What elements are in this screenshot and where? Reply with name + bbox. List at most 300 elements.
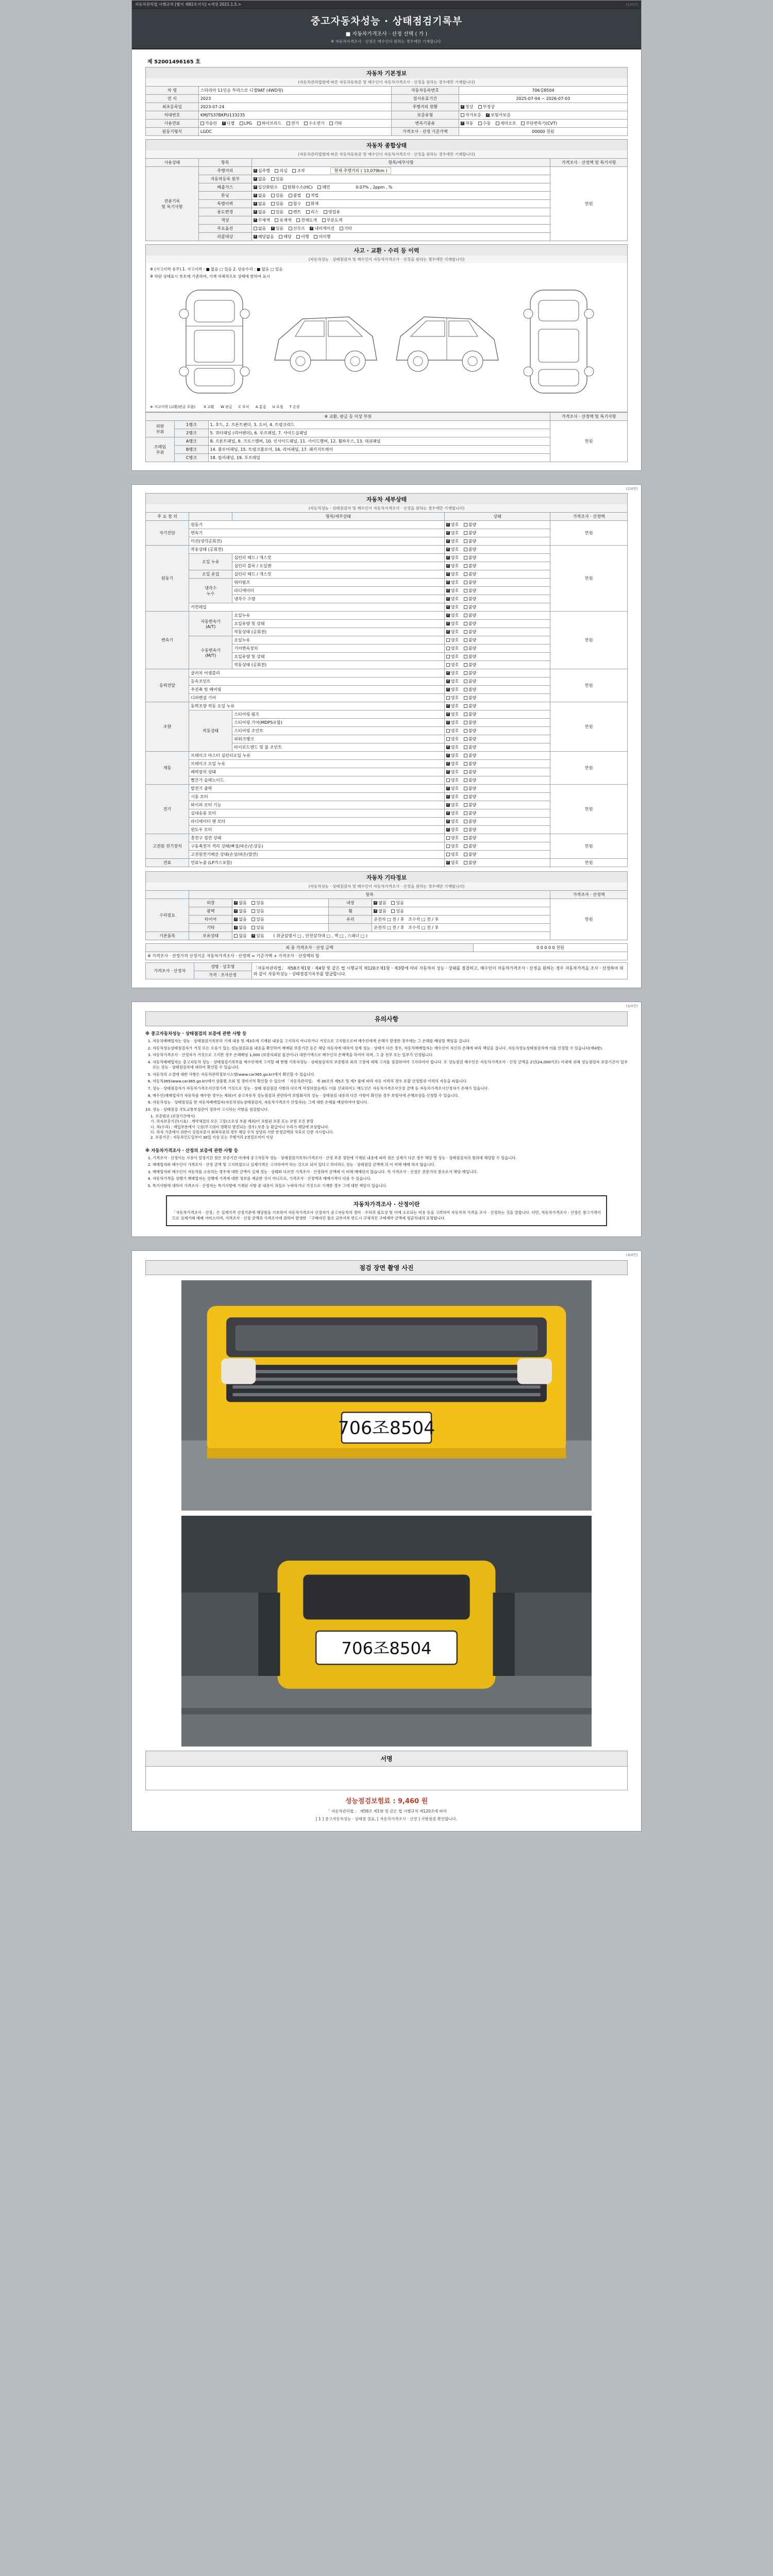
- checkbox-icon[interactable]: [446, 778, 450, 782]
- checkbox-icon[interactable]: [314, 235, 317, 239]
- checkbox-icon[interactable]: [446, 696, 450, 700]
- option-none[interactable]: ✓ 없음: [234, 917, 246, 922]
- option-good[interactable]: ✓ 양호: [446, 860, 459, 866]
- option-bad[interactable]: 불량: [464, 547, 476, 552]
- checkbox-icon[interactable]: [464, 539, 467, 543]
- option-bad[interactable]: 불량: [464, 555, 476, 561]
- option-bad[interactable]: 불량: [464, 703, 476, 709]
- option-bad[interactable]: 불량: [464, 777, 476, 783]
- option-good[interactable]: ✓ 양호: [446, 588, 459, 594]
- checkbox-icon[interactable]: [446, 605, 450, 609]
- checkbox-icon[interactable]: [464, 745, 467, 749]
- option-lease[interactable]: 리스: [306, 209, 318, 215]
- checkbox-icon[interactable]: [275, 218, 278, 222]
- checkbox-icon[interactable]: [464, 605, 467, 609]
- option-good[interactable]: ✓ 양호: [446, 802, 459, 808]
- checkbox-icon[interactable]: [464, 572, 467, 576]
- option-done[interactable]: 이행: [296, 234, 309, 240]
- option-commercial[interactable]: 영업용: [324, 209, 340, 215]
- checkbox-icon[interactable]: [391, 909, 395, 913]
- checkbox-icon[interactable]: [521, 122, 525, 125]
- option-exists[interactable]: 있음: [251, 908, 264, 914]
- checkbox-icon[interactable]: [446, 655, 450, 658]
- checkbox-icon[interactable]: [478, 105, 482, 109]
- checkbox-icon[interactable]: [464, 680, 467, 683]
- checkbox-icon[interactable]: [446, 663, 450, 667]
- option-good[interactable]: ✓ 양호: [446, 522, 459, 528]
- option-bad[interactable]: 불량: [464, 571, 476, 577]
- option-exists[interactable]: 있음: [271, 201, 283, 207]
- checkbox-icon[interactable]: [251, 901, 255, 905]
- option-navigation[interactable]: ✓ 내비게이션: [310, 226, 334, 231]
- checkbox-icon[interactable]: [446, 704, 450, 708]
- checkbox-icon[interactable]: [464, 564, 467, 568]
- option-bad[interactable]: 불량: [464, 654, 476, 659]
- option-rent[interactable]: 렌트: [289, 209, 301, 215]
- option-good[interactable]: ✓ 양호: [446, 687, 459, 692]
- option-bad[interactable]: 불량: [464, 679, 476, 684]
- checkbox-icon[interactable]: [446, 737, 450, 741]
- checkbox-icon[interactable]: [296, 235, 300, 239]
- checkbox-icon[interactable]: [310, 227, 313, 230]
- option-bad[interactable]: 불량: [464, 621, 476, 626]
- checkbox-icon[interactable]: [446, 647, 450, 650]
- checkbox-icon[interactable]: [446, 597, 450, 601]
- checkbox-icon[interactable]: [446, 671, 450, 675]
- checkbox-icon[interactable]: [461, 122, 464, 125]
- checkbox-icon[interactable]: [446, 795, 450, 799]
- checkbox-icon[interactable]: [234, 934, 238, 938]
- option-illegal[interactable]: 불법: [289, 193, 301, 198]
- option-good[interactable]: 양호: [446, 728, 459, 734]
- checkbox-icon[interactable]: [446, 589, 450, 592]
- checkbox-icon[interactable]: [289, 210, 292, 214]
- option-good[interactable]: ✓ 양호: [446, 703, 459, 709]
- checkbox-icon[interactable]: [446, 729, 450, 733]
- checkbox-icon[interactable]: [254, 177, 257, 181]
- checkbox-icon[interactable]: [446, 721, 450, 724]
- option-bad[interactable]: 불량: [464, 588, 476, 594]
- checkbox-icon[interactable]: [234, 901, 238, 905]
- option-none[interactable]: ✓ 없음: [254, 209, 266, 215]
- option-good[interactable]: 양호: [446, 843, 459, 849]
- option-good[interactable]: ✓ 양호: [446, 670, 459, 676]
- option-other-fuel[interactable]: 기타: [329, 121, 342, 126]
- option-exists[interactable]: 있음: [391, 900, 404, 906]
- checkbox-icon[interactable]: [271, 202, 275, 206]
- option-bad[interactable]: 불량: [464, 613, 476, 618]
- option-good[interactable]: 양호: [446, 736, 459, 742]
- option-bad[interactable]: 불량: [464, 522, 476, 528]
- option-bad[interactable]: 불량: [464, 728, 476, 734]
- option-bad[interactable]: 불량: [464, 596, 476, 602]
- option-bad[interactable]: 불량: [464, 637, 476, 643]
- checkbox-icon[interactable]: [464, 737, 467, 741]
- checkbox-icon[interactable]: [271, 210, 275, 214]
- option-good[interactable]: ✓ 양호: [446, 794, 459, 800]
- checkbox-icon[interactable]: [329, 122, 333, 125]
- checkbox-icon[interactable]: [446, 638, 450, 642]
- checkbox-icon[interactable]: [251, 918, 255, 921]
- checkbox-icon[interactable]: [306, 210, 310, 214]
- option-chromatic[interactable]: 유채색: [275, 217, 291, 223]
- option-good[interactable]: ✓ 양호: [446, 629, 459, 635]
- item-label: 스티어링 펌프: [232, 710, 444, 719]
- option-self-warranty[interactable]: 자가보증: [461, 112, 481, 118]
- checkbox-icon[interactable]: [446, 680, 450, 683]
- option-exists[interactable]: 있음: [271, 193, 283, 198]
- option-bad[interactable]: 불량: [464, 563, 476, 569]
- checkbox-icon[interactable]: [446, 713, 450, 716]
- option-lpg[interactable]: LPG: [240, 121, 252, 126]
- option-exists[interactable]: ✓ 있음: [271, 226, 283, 231]
- checkbox-icon[interactable]: [464, 861, 467, 865]
- option-none[interactable]: ✓ 없음: [234, 908, 246, 914]
- checkbox-icon[interactable]: [222, 122, 226, 125]
- checkbox-icon[interactable]: [292, 169, 296, 173]
- option-good[interactable]: ✓ 양호: [446, 827, 459, 833]
- checkbox-icon[interactable]: [289, 202, 292, 206]
- checkbox-icon[interactable]: [464, 597, 467, 601]
- option-normal[interactable]: ✓ 정상: [461, 104, 473, 110]
- option-none[interactable]: 없음: [254, 226, 266, 231]
- checkbox-icon[interactable]: [464, 853, 467, 856]
- status-cell: [444, 636, 550, 645]
- checkbox-icon[interactable]: [304, 122, 308, 125]
- option-not-done[interactable]: 미이행: [314, 234, 330, 240]
- checkbox-icon[interactable]: [446, 614, 450, 617]
- checkbox-icon[interactable]: [464, 556, 467, 560]
- option-bad[interactable]: 불량: [464, 860, 476, 866]
- option-good[interactable]: ✓ 양호: [446, 555, 459, 561]
- option-automatic[interactable]: ✓ 자동: [461, 121, 473, 126]
- option-flood[interactable]: 침수: [289, 201, 301, 207]
- checkbox-icon[interactable]: [464, 663, 467, 667]
- option-not-applicable[interactable]: ✓ 해당없음: [254, 234, 274, 240]
- checkbox-icon[interactable]: [446, 548, 450, 551]
- option-bad[interactable]: 불량: [464, 769, 476, 775]
- checkbox-icon[interactable]: [374, 901, 377, 905]
- option-none[interactable]: ✓ 없음: [254, 176, 266, 182]
- checkbox-icon[interactable]: [464, 778, 467, 782]
- checkbox-icon[interactable]: [464, 696, 467, 700]
- checkbox-icon[interactable]: [306, 202, 310, 206]
- checkbox-icon[interactable]: [464, 671, 467, 675]
- option-good[interactable]: ✓ 양호: [446, 530, 459, 536]
- checkbox-icon[interactable]: [446, 556, 450, 560]
- checkbox-icon[interactable]: [254, 202, 257, 206]
- option-full-repaint[interactable]: 전체도색: [296, 217, 317, 223]
- option-exists[interactable]: 있음: [271, 176, 283, 182]
- checkbox-icon[interactable]: [461, 105, 464, 109]
- option-diesel[interactable]: ✓ 디젤: [222, 121, 234, 126]
- checkbox-icon[interactable]: [496, 122, 499, 125]
- checkbox-icon[interactable]: [289, 194, 292, 197]
- option-co[interactable]: ✓ 일산화탄소: [254, 184, 278, 190]
- checkbox-icon[interactable]: [461, 113, 464, 117]
- checkbox-icon[interactable]: [446, 762, 450, 766]
- checkbox-icon[interactable]: [374, 909, 377, 913]
- checkbox-icon[interactable]: [464, 622, 467, 625]
- option-insurer-warranty[interactable]: ✓ 보험사보증: [486, 112, 511, 118]
- option-tampered[interactable]: 조작: [292, 168, 305, 174]
- checkbox-icon[interactable]: [446, 622, 450, 625]
- option-good[interactable]: 양호: [446, 637, 459, 643]
- checkbox-icon[interactable]: [464, 638, 467, 642]
- option-semiauto[interactable]: 세미오토: [496, 121, 516, 126]
- checkbox-icon[interactable]: [464, 729, 467, 733]
- checkbox-icon[interactable]: [464, 581, 467, 584]
- checkbox-icon[interactable]: [446, 630, 450, 634]
- option-bad[interactable]: 불량: [464, 835, 476, 841]
- checkbox-icon[interactable]: [464, 630, 467, 634]
- checkbox-icon[interactable]: [283, 185, 287, 189]
- option-exists[interactable]: 있음: [391, 908, 404, 914]
- checkbox-icon[interactable]: [296, 218, 300, 222]
- checkbox-icon[interactable]: [317, 185, 321, 189]
- option-good[interactable]: ✓ 양호: [446, 753, 459, 758]
- option-none[interactable]: 없음: [234, 933, 246, 939]
- checkbox-icon[interactable]: [251, 926, 255, 929]
- option-exists[interactable]: 있음: [271, 209, 283, 215]
- checkbox-icon[interactable]: [446, 820, 450, 823]
- option-good[interactable]: ✓ 양호: [446, 819, 459, 824]
- checkbox-icon[interactable]: [464, 811, 467, 815]
- option-smoke[interactable]: 매연: [317, 184, 330, 190]
- option-sunroof[interactable]: 선루프: [289, 226, 305, 231]
- option-none[interactable]: ✓ 없음: [234, 900, 246, 906]
- checkbox-icon[interactable]: [306, 194, 310, 197]
- checkbox-icon[interactable]: [254, 194, 257, 197]
- option-bad[interactable]: 불량: [464, 819, 476, 824]
- col-item: 항목: [198, 159, 251, 167]
- checkbox-icon[interactable]: [446, 844, 450, 848]
- status-cell: [444, 603, 550, 612]
- checkbox-icon[interactable]: [275, 169, 278, 173]
- option-partial-repaint[interactable]: 부분도색: [322, 217, 343, 223]
- option-good[interactable]: 양호: [446, 835, 459, 841]
- option-exists[interactable]: 있음: [251, 925, 264, 930]
- option-bad[interactable]: 불량: [464, 736, 476, 742]
- checkbox-icon[interactable]: [478, 122, 482, 125]
- checkbox-icon[interactable]: [446, 688, 450, 691]
- option-bad[interactable]: 불량: [464, 827, 476, 833]
- option-bad[interactable]: 불량: [464, 604, 476, 610]
- option-bad[interactable]: 불량: [464, 843, 476, 849]
- checkbox-icon[interactable]: [240, 122, 243, 125]
- checkbox-icon[interactable]: [254, 185, 257, 189]
- checkbox-icon[interactable]: [287, 122, 290, 125]
- checkbox-icon[interactable]: [446, 836, 450, 840]
- option-good[interactable]: ✓ 양호: [446, 810, 459, 816]
- option-bad[interactable]: 불량: [464, 538, 476, 544]
- option-bad[interactable]: 불량: [464, 802, 476, 808]
- option-gasoline[interactable]: 가솔린: [200, 121, 217, 126]
- option-good[interactable]: 양호: [446, 695, 459, 701]
- option-good[interactable]: ✓ 양호: [446, 679, 459, 684]
- checkbox-icon[interactable]: [464, 762, 467, 766]
- checkbox-icon[interactable]: [234, 909, 238, 913]
- checkbox-icon[interactable]: [446, 828, 450, 832]
- signature-area[interactable]: [145, 1767, 628, 1790]
- option-bad[interactable]: 불량: [464, 794, 476, 800]
- option-legal[interactable]: 적법: [306, 193, 318, 198]
- option-good[interactable]: ✓ 양호: [446, 613, 459, 618]
- checkbox-icon[interactable]: [254, 235, 257, 239]
- checkbox-icon[interactable]: [446, 745, 450, 749]
- option-none[interactable]: ✓ 없음: [374, 900, 386, 906]
- checkbox-icon[interactable]: [254, 218, 257, 222]
- checkbox-icon[interactable]: [464, 655, 467, 658]
- checkbox-icon[interactable]: [254, 210, 257, 214]
- checkbox-icon[interactable]: [446, 770, 450, 774]
- option-none[interactable]: ✓ 없음: [254, 193, 266, 198]
- option-good[interactable]: 양호: [446, 646, 459, 651]
- option-bad[interactable]: 불량: [464, 695, 476, 701]
- checkbox-icon[interactable]: [446, 539, 450, 543]
- item-label: 빨간가 솔레노이드: [189, 776, 445, 785]
- checkbox-icon[interactable]: [251, 934, 255, 938]
- option-good[interactable]: ✓ 양호: [446, 563, 459, 569]
- option-suspect[interactable]: 의심: [275, 168, 287, 174]
- checkbox-icon[interactable]: [464, 523, 467, 527]
- option-exists[interactable]: 있음: [251, 917, 264, 922]
- option-good[interactable]: ✓ 양호: [446, 580, 459, 585]
- checkbox-icon[interactable]: [271, 177, 275, 181]
- option-exists[interactable]: ✓ 있음: [251, 933, 264, 939]
- checkbox-icon[interactable]: [289, 227, 292, 230]
- option-good[interactable]: ✓ 양호: [446, 538, 459, 544]
- checkbox-icon[interactable]: [446, 523, 450, 527]
- checkbox-icon[interactable]: [464, 754, 467, 757]
- checkbox-icon[interactable]: [446, 803, 450, 807]
- option-good[interactable]: ✓ 양호: [446, 711, 459, 717]
- checkbox-icon[interactable]: [464, 820, 467, 823]
- option-achromatic[interactable]: ✓ 무채색: [254, 217, 270, 223]
- checkbox-icon[interactable]: [464, 688, 467, 691]
- option-bad[interactable]: 불량: [464, 687, 476, 692]
- option-bad[interactable]: 불량: [464, 753, 476, 758]
- option-good[interactable]: ✓ 양호: [446, 744, 459, 750]
- checkbox-icon[interactable]: [464, 836, 467, 840]
- option-good[interactable]: ✓ 양호: [446, 786, 459, 791]
- option-good[interactable]: 양호: [446, 852, 459, 857]
- option-bad[interactable]: 불량: [464, 744, 476, 750]
- option-hydrogen[interactable]: 수소전기: [304, 121, 325, 126]
- checkbox-icon[interactable]: [446, 787, 450, 790]
- option-bad[interactable]: 불량: [464, 761, 476, 767]
- checkbox-icon[interactable]: [324, 210, 327, 214]
- option-good[interactable]: 양호: [446, 662, 459, 668]
- checkbox-icon[interactable]: [464, 770, 467, 774]
- option-bad[interactable]: 불량: [464, 786, 476, 791]
- option-fire[interactable]: 화재: [306, 201, 318, 207]
- checkbox-icon[interactable]: [446, 581, 450, 584]
- option-bad[interactable]: 불량: [464, 852, 476, 857]
- checkbox-icon[interactable]: [464, 803, 467, 807]
- option-bad[interactable]: 불량: [464, 670, 476, 676]
- checkbox-icon[interactable]: [464, 589, 467, 592]
- option-good[interactable]: ✓ 양호: [446, 596, 459, 602]
- checkbox-icon[interactable]: [271, 194, 275, 197]
- checkbox-icon[interactable]: [251, 909, 255, 913]
- checkbox-icon[interactable]: [446, 811, 450, 815]
- checkbox-icon[interactable]: [391, 901, 395, 905]
- option-none[interactable]: ✓ 없음: [234, 925, 246, 930]
- option-other[interactable]: 기타: [340, 226, 352, 231]
- checkbox-icon[interactable]: [446, 853, 450, 856]
- checkbox-icon[interactable]: [464, 704, 467, 708]
- option-exists[interactable]: 있음: [251, 900, 264, 906]
- checkbox-icon[interactable]: [257, 122, 261, 125]
- option-abnormal[interactable]: 부정상: [478, 104, 495, 110]
- option-manual[interactable]: 수동: [478, 121, 491, 126]
- option-cvt[interactable]: 무단변속기(CVT): [521, 121, 557, 126]
- option-good[interactable]: ✓ 양호: [446, 621, 459, 626]
- option-bad[interactable]: 불량: [464, 662, 476, 668]
- option-bad[interactable]: 불량: [464, 711, 476, 717]
- checkbox-icon[interactable]: [446, 861, 450, 865]
- option-bad[interactable]: 불량: [464, 629, 476, 635]
- checkbox-icon[interactable]: [254, 227, 257, 230]
- option-none[interactable]: ✓ 없음: [374, 908, 386, 914]
- option-good[interactable]: ✓ 양호: [446, 761, 459, 767]
- checkbox-icon[interactable]: [200, 122, 204, 125]
- option-bad[interactable]: 불량: [464, 580, 476, 585]
- checkbox-icon[interactable]: [446, 564, 450, 568]
- option-good[interactable]: ✓ 양호: [446, 769, 459, 775]
- checkbox-icon[interactable]: [271, 227, 275, 230]
- option-electric[interactable]: 전기: [287, 121, 299, 126]
- checkbox-icon[interactable]: [322, 218, 326, 222]
- option-bad[interactable]: 불량: [464, 530, 476, 536]
- checkbox-icon[interactable]: [446, 754, 450, 757]
- checkbox-icon[interactable]: [464, 531, 467, 535]
- checkbox-icon[interactable]: [446, 572, 450, 576]
- checkbox-icon[interactable]: [464, 844, 467, 848]
- option-bad[interactable]: 불량: [464, 810, 476, 816]
- checkbox-icon[interactable]: [234, 926, 238, 929]
- option-good[interactable]: ✓ 양호: [446, 720, 459, 725]
- option-hybrid[interactable]: 하이브리드: [257, 121, 282, 126]
- checkbox-icon[interactable]: [234, 918, 238, 921]
- checkbox-icon[interactable]: [464, 548, 467, 551]
- option-actual[interactable]: ✓ 실주행: [254, 168, 270, 174]
- option-bad[interactable]: 불량: [464, 646, 476, 651]
- option-good[interactable]: ✓ 양호: [446, 547, 459, 552]
- checkbox-icon[interactable]: [340, 227, 343, 230]
- checkbox-icon[interactable]: [279, 235, 282, 239]
- checkbox-icon[interactable]: [464, 828, 467, 832]
- option-good[interactable]: ✓ 양호: [446, 571, 459, 577]
- option-applicable[interactable]: 해당: [279, 234, 291, 240]
- option-none[interactable]: ✓ 없음: [254, 201, 266, 207]
- checkbox-icon[interactable]: [446, 531, 450, 535]
- option-good[interactable]: ✓ 양호: [446, 604, 459, 610]
- checkbox-icon[interactable]: [464, 787, 467, 790]
- checkbox-icon[interactable]: [464, 647, 467, 650]
- checkbox-icon[interactable]: [464, 614, 467, 617]
- option-bad[interactable]: 불량: [464, 720, 476, 725]
- option-good[interactable]: 양호: [446, 777, 459, 783]
- checkbox-icon[interactable]: [464, 721, 467, 724]
- checkbox-icon[interactable]: [254, 169, 257, 173]
- option-hc[interactable]: 탄화수소(HC): [283, 184, 313, 190]
- checkbox-icon[interactable]: [464, 795, 467, 799]
- checkbox-icon[interactable]: [486, 113, 490, 117]
- checkbox-icon[interactable]: [464, 713, 467, 716]
- option-good[interactable]: 양호: [446, 654, 459, 659]
